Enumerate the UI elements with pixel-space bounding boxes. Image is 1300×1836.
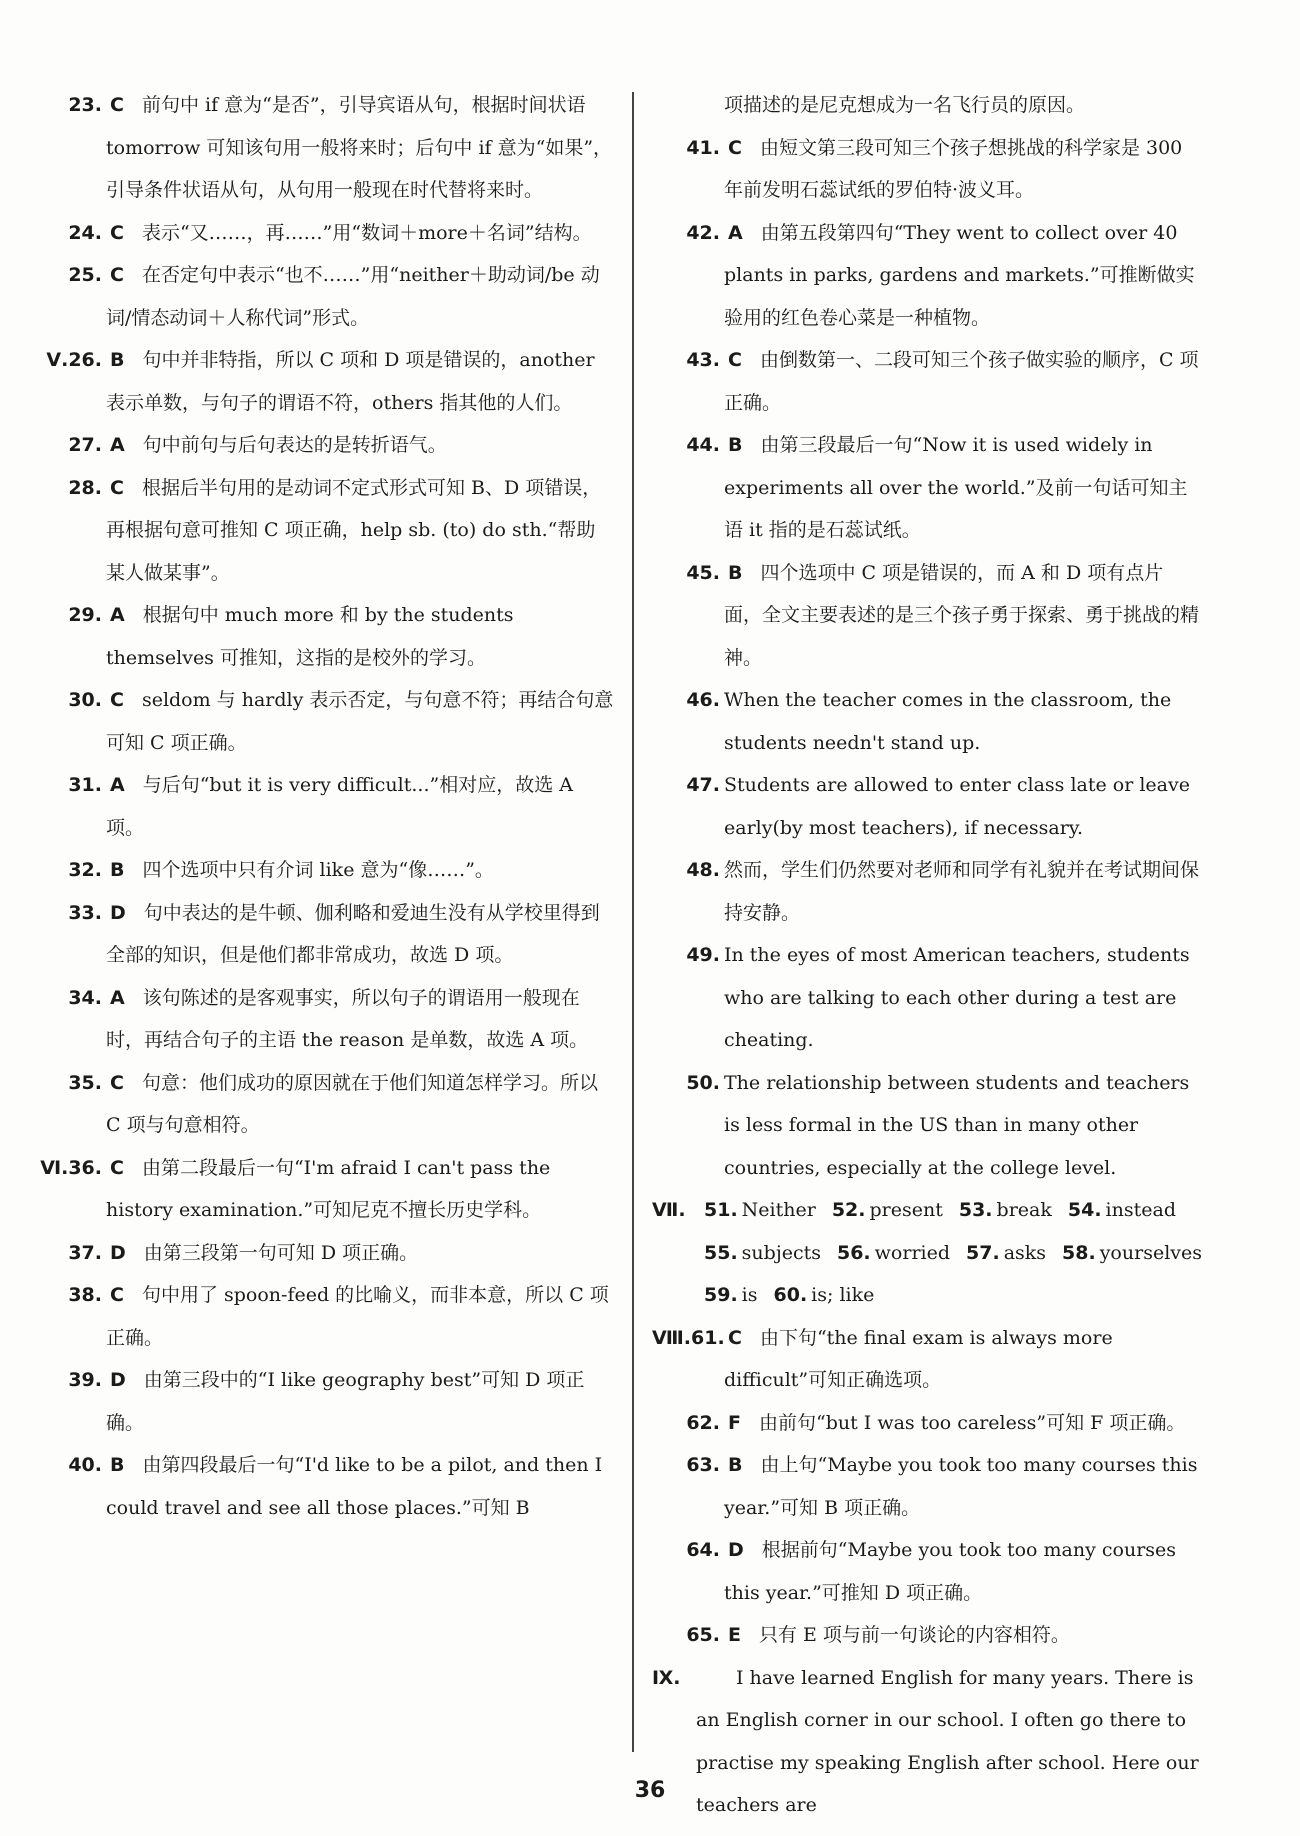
answer-item: [652, 1317, 1200, 1402]
explanation-text: 只有 E 项与前一句谈论的内容相符。: [758, 1624, 1070, 1646]
explanation-text: 前句中 if 意为“是否”，引导宾语从句，根据时间状语 tomorrow 可知该句用一般将来时；后句中 if 意为“如果”，引导条件状语从句，从句用一般现在时代替将来时。: [106, 94, 613, 201]
word-text: break: [996, 1199, 1052, 1221]
answer-letter: D: [110, 1369, 126, 1391]
word-number: 56.: [836, 1241, 871, 1264]
item-number: 64.: [686, 1539, 720, 1561]
answer-letter: C: [728, 349, 742, 371]
item-number: 36.: [68, 1156, 102, 1179]
column-divider: [632, 92, 634, 1752]
answer-letter: B: [110, 1454, 125, 1476]
item-number: 62.: [686, 1411, 720, 1434]
explanation-text: 根据句中 much more 和 by the students themselves 可推知，这指的是校外的学习。: [106, 604, 514, 669]
explanation-text: 由第五段第四句“They went to collect over 40 plants in parks, gardens and markets.”可推断做实验用的红色卷心菜是一种植物。: [724, 221, 1195, 329]
item-number: 34.: [68, 986, 102, 1009]
explanation-text: 句中并非特指，所以 C 项和 D 项是错误的，another 表示单数，与句子的谓语不符，others 指其他的人们。: [106, 349, 595, 414]
item-number: 42.: [686, 221, 720, 244]
answer-item: [652, 552, 1200, 680]
section-tag: Ⅴ.: [46, 349, 69, 371]
answer-item: [652, 339, 1200, 424]
answer-item: [652, 424, 1200, 552]
answer-letter: C: [110, 476, 124, 499]
answer-item: [34, 212, 614, 255]
word-answer: [704, 1189, 816, 1232]
answer-item: [34, 764, 614, 849]
explanation-text: 该句陈述的是客观事实，所以句子的谓语用一般现在时，再结合句子的主语 the reason 是单数，故选 A 项。: [106, 986, 589, 1051]
word-row: [652, 1232, 1200, 1275]
section-tag: Ⅵ.: [40, 1156, 69, 1179]
answer-letter: C: [110, 264, 124, 286]
answer-item: [34, 84, 614, 212]
answer-item: [34, 339, 614, 424]
word-text: is; like: [811, 1284, 875, 1306]
item-label: [34, 1147, 102, 1190]
answer-item: [34, 1147, 614, 1232]
word-number: 55.: [704, 1241, 738, 1264]
word-number: 52.: [831, 1199, 866, 1221]
word-text: yourselves: [1099, 1241, 1202, 1264]
answer-letter: A: [110, 434, 125, 456]
section-tag: Ⅷ.: [652, 1326, 691, 1349]
word-answer: [832, 1189, 943, 1232]
word-answer: [774, 1274, 875, 1317]
item-number: 24.: [68, 221, 102, 244]
explanation-text: 与后句“but it is very difficult...”相对应，故选 A 项。: [106, 774, 573, 839]
explanation-text: 句意：他们成功的原因就在于他们知道怎样学习。所以 C 项与句意相符。: [106, 1071, 598, 1136]
item-number: 41.: [686, 136, 720, 159]
explanation-text: seldom 与 hardly 表示否定，与句意不符；再结合句意可知 C 项正确。: [106, 689, 614, 754]
answer-letter: A: [728, 221, 743, 244]
explanation-text: 根据前句“Maybe you took too many courses this year.”可推知 D 项正确。: [724, 1539, 1177, 1604]
explanation-text: 根据后半句用的是动词不定式形式可知 B、D 项错误，再根据句意可推知 C 项正确，help sb. (to) do sth.“帮助某人做某事”。: [106, 476, 602, 584]
item-number: 63.: [686, 1454, 720, 1476]
answer-letter: B: [110, 349, 125, 371]
explanation-text: The relationship between students and teachers is less formal in the US than in many other countries, especially at the college level.: [724, 1071, 1190, 1179]
explanation-text: Students are allowed to enter class late or leave early(by most teachers), if necessary.: [724, 774, 1190, 839]
word-text: asks: [1003, 1241, 1047, 1264]
answer-letter: C: [728, 136, 742, 159]
item-number: 35.: [68, 1071, 102, 1094]
item-number: 33.: [68, 901, 102, 924]
answer-letter: D: [110, 901, 126, 924]
explanation-text: 四个选项中只有介词 like 意为“像……”。: [142, 859, 494, 881]
item-number: 39.: [68, 1369, 102, 1391]
answer-item: [652, 1444, 1200, 1529]
answer-item: [34, 424, 614, 467]
answer-item: [34, 849, 614, 892]
answer-item: [652, 127, 1200, 212]
explanation-text: 四个选项中 C 项是错误的，而 A 和 D 项有点片面，全文主要表述的是三个孩子勇于探索、勇于挑战的精神。: [724, 561, 1200, 669]
word-text: is: [741, 1284, 758, 1306]
item-number: 29.: [68, 604, 102, 626]
answer-letter: B: [728, 1454, 743, 1476]
item-number: 37.: [68, 1241, 102, 1264]
explanation-text: In the eyes of most American teachers, students who are talking to each other during a test are cheating.: [724, 944, 1190, 1051]
answer-letter: D: [728, 1539, 744, 1561]
explanation-text: 由第三段中的“I like geography best”可知 D 项正确。: [106, 1369, 585, 1434]
answer-item: [652, 212, 1200, 340]
item-number: 46.: [686, 689, 720, 711]
answer-item: [652, 1062, 1200, 1190]
answer-item: [652, 764, 1200, 849]
item-number: 44.: [686, 434, 720, 456]
explanation-text: 由下句“the final exam is always more difficult”可知正确选项。: [724, 1326, 1113, 1391]
word-number: 51.: [704, 1199, 738, 1221]
answer-item: [34, 1274, 614, 1359]
explanation-text: 由第三段第一句可知 D 项正确。: [143, 1241, 419, 1264]
word-row: [652, 1189, 1200, 1232]
word-number: 59.: [704, 1284, 738, 1306]
answer-letter: C: [110, 689, 124, 711]
item-number: 25.: [68, 264, 102, 286]
answer-item: [652, 679, 1200, 764]
item-number: 38.: [68, 1284, 102, 1306]
page-number: 36: [634, 1778, 666, 1803]
left-column: [34, 84, 614, 1529]
explanation-text: 由倒数第一、二段可知三个孩子做实验的顺序，C 项正确。: [724, 349, 1199, 414]
word-answer: [837, 1232, 950, 1275]
answer-letter: B: [728, 561, 743, 584]
explanation-text: 句中用了 spoon-feed 的比喻义，而非本意，所以 C 项正确。: [106, 1284, 609, 1349]
item-number: 47.: [686, 774, 720, 796]
word-text: present: [869, 1199, 943, 1221]
section-7-tag: Ⅶ.: [652, 1199, 686, 1221]
answer-letter: E: [728, 1624, 741, 1646]
answer-letter: C: [110, 94, 124, 116]
explanation-text: 句中前句与后句表达的是转折语气。: [142, 434, 447, 456]
answer-item: [34, 254, 614, 339]
item-number: 43.: [686, 349, 720, 371]
word-text: worried: [874, 1241, 951, 1264]
word-answer: [704, 1274, 758, 1317]
item-number: 45.: [686, 561, 720, 584]
item-number: 49.: [686, 944, 720, 966]
answer-item: [34, 1359, 614, 1444]
answer-letter: A: [110, 986, 125, 1009]
answer-letter: C: [110, 1071, 124, 1094]
answer-letter: A: [110, 774, 125, 796]
answer-letter: B: [110, 859, 125, 881]
answer-item: [34, 467, 614, 595]
word-answer: [704, 1232, 821, 1275]
answer-item: [34, 892, 614, 977]
explanation-text: 由第四段最后一句“I'd like to be a pilot, and then I could travel and see all those places.”可知 B: [106, 1454, 603, 1519]
word-answer: [1068, 1189, 1176, 1232]
word-number: 60.: [773, 1284, 808, 1306]
item-number: 28.: [68, 476, 102, 499]
continued-text-40: 项描述的是尼克想成为一名飞行员的原因。: [724, 94, 1086, 116]
answer-letter: B: [728, 434, 743, 456]
answer-item: [652, 1529, 1200, 1614]
answer-item: [34, 594, 614, 679]
item-number: 48.: [686, 859, 720, 881]
answer-item: [652, 1402, 1200, 1445]
answer-letter: C: [110, 221, 124, 244]
explanation-text: 由第二段最后一句“I'm afraid I can't pass the history examination.”可知尼克不擅长历史学科。: [106, 1156, 551, 1221]
item-number: 65.: [686, 1624, 720, 1646]
answer-letter: C: [110, 1156, 124, 1179]
word-answer: [966, 1232, 1046, 1275]
item-label: [34, 339, 102, 382]
right-column: [652, 84, 1200, 1827]
word-text: instead: [1105, 1199, 1176, 1221]
answer-item: [34, 1444, 614, 1529]
item-number: 50.: [686, 1071, 720, 1094]
explanation-text: 由第三段最后一句“Now it is used widely in experiments all over the world.”及前一句话可知主语 it 指的是石蕊试纸。: [724, 434, 1188, 541]
explanation-text: 表示“又……，再……”用“数词＋more＋名词”结构。: [141, 221, 592, 244]
explanation-text: 由前句“but I was too careless”可知 F 项正确。: [758, 1411, 1186, 1434]
explanation-text: 然而，学生们仍然要对老师和同学有礼貌并在考试期间保持安静。: [724, 859, 1200, 924]
answer-item: [652, 1614, 1200, 1657]
word-text: Neither: [741, 1199, 816, 1221]
section-9-tag: Ⅸ.: [652, 1666, 681, 1689]
item-number: 40.: [68, 1454, 102, 1476]
item-number: 27.: [68, 434, 102, 456]
item-number: 26.: [68, 349, 102, 371]
item-number: 61.: [691, 1326, 725, 1349]
word-text: subjects: [741, 1241, 821, 1264]
item-number: 23.: [68, 94, 102, 116]
word-number: 58.: [1062, 1241, 1096, 1264]
answer-item: [34, 679, 614, 764]
explanation-text: 由短文第三段可知三个孩子想挑战的科学家是 300 年前发明石蕊试纸的罗伯特·波义耳。: [724, 136, 1183, 201]
answer-item: [652, 934, 1200, 1062]
item-number: 30.: [68, 689, 102, 711]
answer-item: [34, 977, 614, 1062]
explanation-text: 在否定句中表示“也不……”用“neither＋助动词/be 动词/情态动词＋人称代词”形式。: [106, 264, 600, 329]
answer-letter: D: [110, 1241, 126, 1264]
word-number: 53.: [958, 1199, 993, 1221]
essay-text: I have learned English for many years. There is an English corner in our school. I often go there to practise my speaking English after school. Here our teachers are: [696, 1666, 1199, 1816]
section-7: [652, 1189, 1200, 1317]
word-number: 57.: [966, 1241, 1000, 1264]
answer-letter: A: [110, 604, 125, 626]
answer-item: [34, 1232, 614, 1275]
word-answer: [1062, 1232, 1202, 1275]
explanation-text: When the teacher comes in the classroom, the students needn't stand up.: [724, 689, 1172, 754]
answer-letter: C: [110, 1284, 124, 1306]
explanation-text: 句中表达的是牛顿、伽利略和爱迪生没有从学校里得到全部的知识，但是他们都非常成功，故选 D 项。: [106, 901, 600, 966]
word-row: [652, 1274, 1200, 1317]
item-number: 31.: [68, 774, 102, 796]
answer-item: [652, 849, 1200, 934]
answer-letter: F: [728, 1411, 741, 1434]
word-answer: [959, 1189, 1052, 1232]
word-number: 54.: [1067, 1199, 1102, 1221]
item-label: [652, 1317, 725, 1360]
answer-item: [34, 1062, 614, 1147]
item-number: 32.: [68, 859, 102, 881]
answer-letter: C: [728, 1326, 742, 1349]
explanation-text: 由上句“Maybe you took too many courses this year.”可知 B 项正确。: [724, 1454, 1198, 1519]
